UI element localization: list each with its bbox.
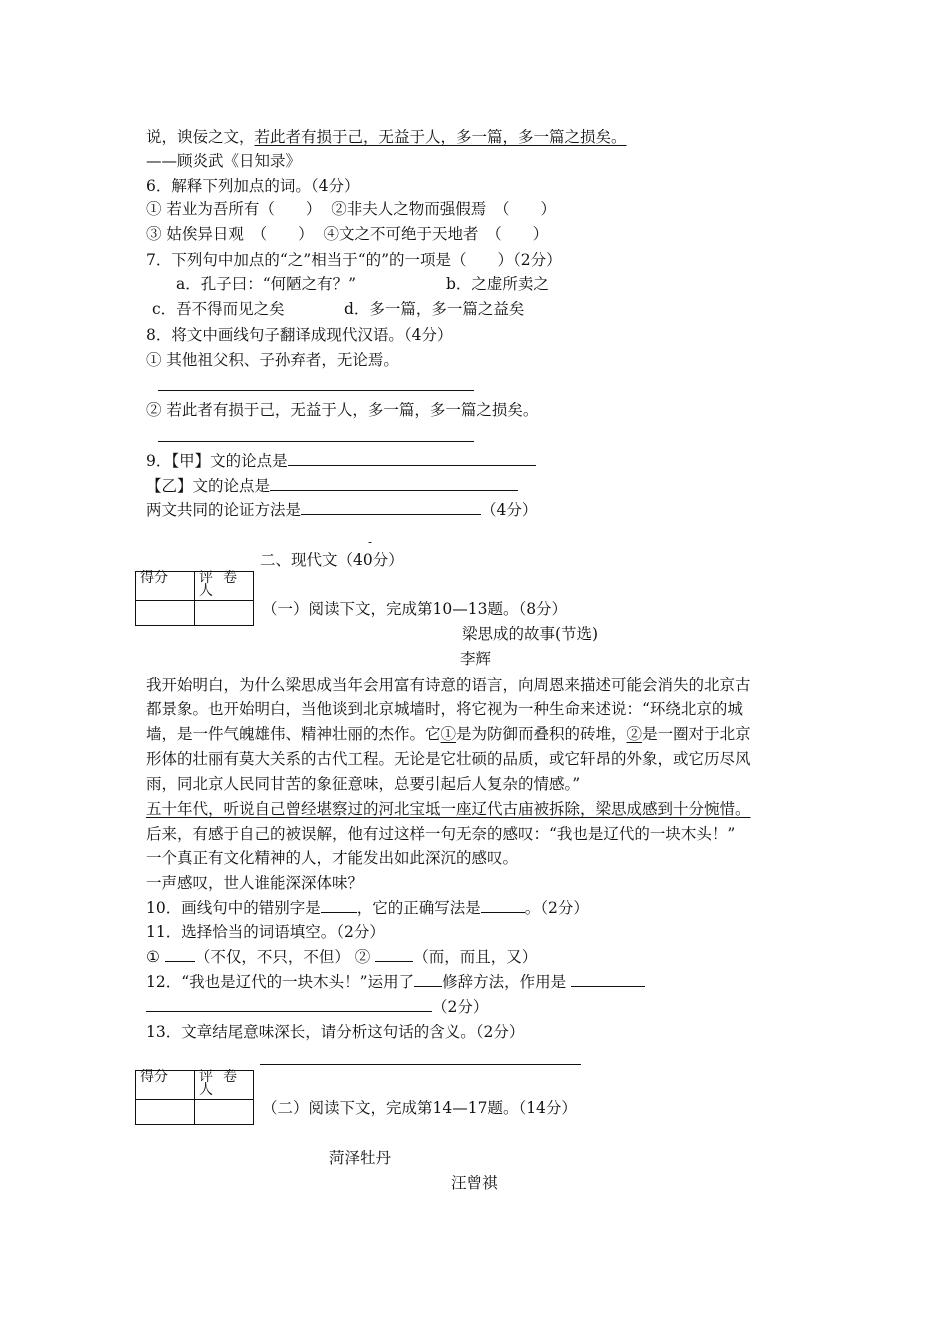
q8-sentence-1: ① 其他祖父积、子孙弃者，无论焉。 bbox=[146, 351, 399, 369]
answer-line bbox=[260, 1064, 581, 1065]
passage-line: 一声感叹，世人谁能深深体味？ bbox=[146, 874, 364, 892]
q13-stem: 13．文章结尾意味深长，请分析这句话的含义。（2分） bbox=[146, 1023, 525, 1041]
answer-blank bbox=[270, 476, 518, 491]
underlined-passage-line: 五十年代，听说自己曾经堪察过的河北宝坻一座辽代古庙被拆除，梁思成感到十分惋惜。 bbox=[146, 800, 751, 818]
part2-title: 菏泽牡丹 bbox=[329, 1149, 392, 1167]
grader-cell[interactable] bbox=[195, 601, 254, 626]
answer-blank bbox=[288, 451, 536, 466]
score-box bbox=[135, 1070, 254, 1125]
part1-instruction: （一）阅读下文，完成第10—13题。（8分） bbox=[262, 600, 568, 618]
score-cell[interactable] bbox=[136, 601, 195, 626]
q6-row1: ① 若业为吾所有（ ） ②非夫人之物而强假焉 （ ） bbox=[146, 200, 557, 218]
q11-num: ② bbox=[354, 948, 371, 966]
dash-mark: - bbox=[368, 535, 373, 549]
q11-option-2: （而，而且，又） bbox=[413, 948, 538, 966]
part1-title: 梁思成的故事(节选) bbox=[462, 625, 599, 643]
q12 bbox=[146, 972, 645, 992]
answer-blank bbox=[375, 947, 413, 962]
grader-label: 评卷人 bbox=[195, 572, 254, 601]
q7-option-a: a．孔子曰：“何陋之有？” bbox=[176, 275, 357, 293]
q10-text: 10．画线句中的错别字是 bbox=[146, 899, 321, 917]
answer-blank bbox=[571, 972, 645, 987]
score-label: 得分 bbox=[136, 1071, 195, 1100]
answer-line bbox=[158, 441, 474, 442]
score-label: 得分 bbox=[136, 572, 195, 601]
blank-marker-1: ① bbox=[440, 725, 457, 743]
score-cell[interactable] bbox=[136, 1100, 195, 1125]
q7-option-c: c．吾不得而见之矣 bbox=[152, 300, 285, 318]
q9-jia bbox=[146, 451, 536, 471]
answer-blank bbox=[301, 500, 481, 515]
passage-text: 说，谀佞之文， bbox=[146, 128, 255, 146]
passage-line: 形体的壮丽有莫大关系的古代工程。无论是它壮硕的品质，或它轩昂的外象，或它历尽风 bbox=[146, 750, 751, 768]
answer-blank bbox=[321, 898, 357, 913]
passage-text: 墙，是一件气魄雄伟、精神壮丽的杰作。它 bbox=[146, 725, 441, 743]
part2-author: 汪曾祺 bbox=[451, 1174, 498, 1192]
passage-line: 后来，有感于自己的被误解，他有过这样一句无奈的感叹：“我也是辽代的一块木头！” bbox=[146, 825, 736, 843]
q7-stem: 7．下列句中加点的“之”相当于“的”的一项是（ ）（2分） bbox=[146, 251, 562, 269]
q11-options bbox=[146, 947, 537, 967]
passage-end-line bbox=[146, 127, 627, 147]
grader-cell[interactable] bbox=[195, 1100, 254, 1125]
passage-line: 一个真正有文化精神的人，才能发出如此深沉的感叹。 bbox=[146, 849, 519, 867]
part1-author: 李辉 bbox=[460, 650, 492, 668]
passage-line: 雨，同北京人民同甘苦的象征意味，总要引起后人复杂的情感。” bbox=[146, 775, 581, 793]
q9-method-label: 两文共同的论证方法是 bbox=[146, 501, 302, 519]
q9-score: （4分） bbox=[481, 501, 538, 519]
answer-line bbox=[158, 390, 474, 391]
q8-stem: 8．将文中画线句子翻译成现代汉语。（4分） bbox=[146, 326, 453, 344]
q7-option-d: d．多一篇，多一篇之益矣 bbox=[344, 300, 525, 318]
answer-blank bbox=[146, 997, 432, 1012]
q9-method bbox=[146, 500, 537, 520]
passage-text: 是为防御而叠积的砖堆， bbox=[456, 725, 627, 743]
underlined-sentence: 若此者有损于己，无益于人，多一篇，多一篇之损矣。 bbox=[254, 128, 627, 146]
q12-text: 12．“我也是辽代的一块木头！”运用了 bbox=[146, 973, 415, 991]
passage-line bbox=[146, 724, 751, 744]
q6-stem: 6．解释下列加点的词。（4分） bbox=[146, 177, 360, 195]
passage-line: 都景象。也开始明白，当他谈到北京城墙时，将它视为一种生命来述说：“环绕北京的城 bbox=[146, 700, 743, 718]
q6-row2: ③ 姑俟异日观 （ ） ④文之不可绝于天地者 （ ） bbox=[146, 225, 549, 243]
grader-label: 评卷人 bbox=[195, 1071, 254, 1100]
passage-source: ——顾炎武《日知录》 bbox=[146, 152, 302, 170]
answer-blank bbox=[165, 947, 195, 962]
q9-yi-label: 【乙】文的论点是 bbox=[146, 477, 271, 495]
q12-line2 bbox=[146, 997, 488, 1017]
q10-text: ，它的正确写法是 bbox=[356, 899, 481, 917]
blank-marker-2: ② bbox=[626, 725, 643, 743]
q10 bbox=[146, 898, 589, 918]
passage-text: 是一圈对于北京 bbox=[642, 725, 751, 743]
score-box bbox=[135, 571, 254, 626]
q9-yi bbox=[146, 476, 518, 496]
passage-line: 我开始明白，为什么梁思成当年会用富有诗意的语言，向周恩来描述可能会消失的北京古 bbox=[146, 676, 751, 694]
q9-jia-label: 9．【甲】文的论点是 bbox=[146, 452, 288, 470]
q7-option-b: b．之虚所卖之 bbox=[446, 275, 549, 293]
q12-text: 修辞方法，作用是 bbox=[442, 973, 567, 991]
answer-blank bbox=[481, 898, 525, 913]
q11-num: ① bbox=[146, 948, 160, 966]
answer-blank bbox=[414, 972, 442, 987]
section2-title: 二、现代文（40分） bbox=[260, 551, 404, 569]
q11-option-1: （不仅，不只，不但） bbox=[194, 948, 350, 966]
part2-instruction: （二）阅读下文，完成第14—17题。（14分） bbox=[262, 1099, 577, 1117]
q8-sentence-2: ② 若此者有损于己，无益于人，多一篇，多一篇之损矣。 bbox=[146, 401, 539, 419]
q12-score: （2分） bbox=[432, 998, 489, 1016]
q10-text: 。（2分） bbox=[524, 899, 589, 917]
q11-stem: 11．选择恰当的词语填空。（2分） bbox=[146, 923, 385, 941]
